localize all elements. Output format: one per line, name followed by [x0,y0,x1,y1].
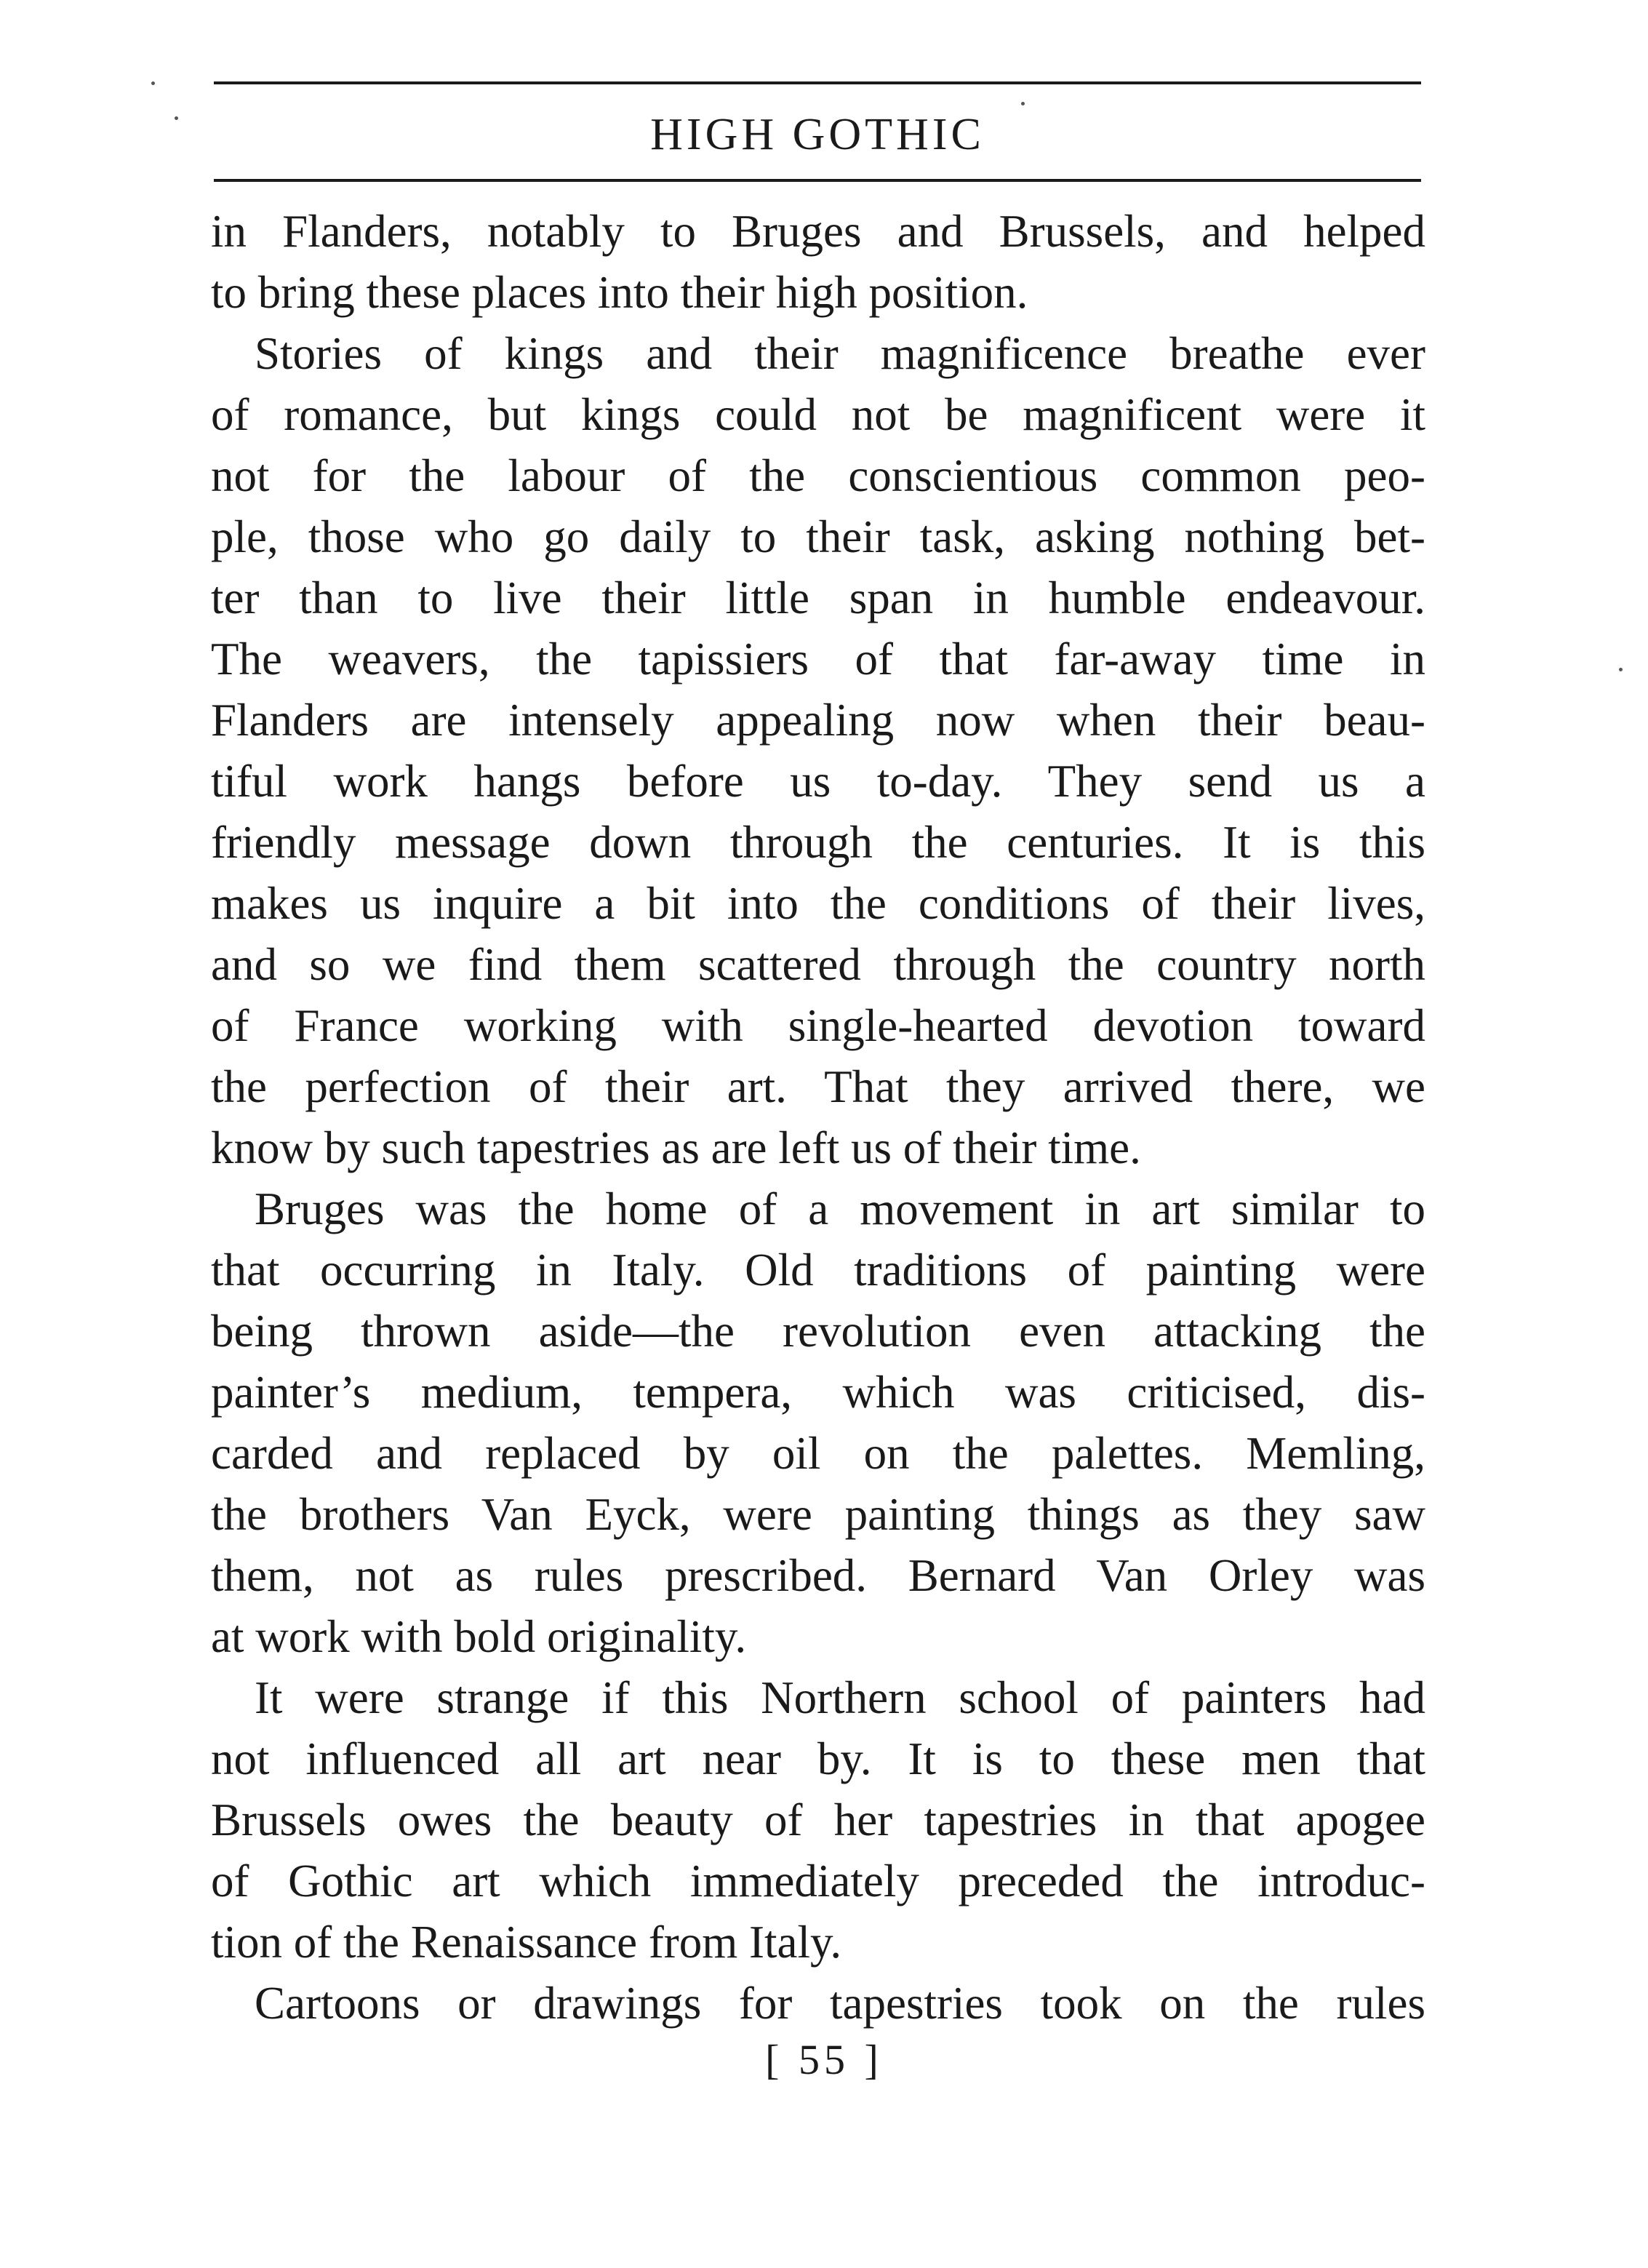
text-line: ter than to live their little span in humble endeavour. [211,572,1425,623]
header-rule-bottom [214,179,1421,182]
page-number: [ 55 ] [765,2036,883,2083]
body-text [211,201,1425,2034]
text-line: not influenced all art near by. It is to these men that [211,1733,1425,1784]
text-line: friendly message down through the centuries. It is this [211,817,1425,868]
text-line: of Gothic art which immediately preceded the introduc- [211,1856,1425,1906]
running-title: HIGH GOTHIC [650,110,985,159]
text-line: It were strange if this Northern school of painters had [255,1672,1425,1723]
paper-speck [175,116,178,120]
text-line: ple, those who go daily to their task, asking nothing bet- [211,511,1425,562]
text-line: makes us inquire a bit into the conditions of their lives, [211,878,1425,929]
text-line: Bruges was the home of a movement in art similar to [255,1183,1425,1234]
text-line: Stories of kings and their magnificence breathe ever [255,328,1425,379]
text-line: that occurring in Italy. Old traditions of painting were [211,1245,1425,1295]
paragraph-3 [211,1178,1425,1667]
text-line: Brussels owes the beauty of her tapestries in that apogee [211,1794,1425,1845]
text-line: at work with bold originality. [211,1611,747,1662]
text-line: and so we find them scattered through the country north [211,939,1425,990]
text-line: tion of the Renaissance from Italy. [211,1917,842,1968]
paragraph-5 [211,1973,1425,2034]
text-line: in Flanders, notably to Bruges and Brussels, and helped [211,206,1425,257]
text-line: Cartoons or drawings for tapestries took on the rules [255,1978,1425,2029]
text-line: of romance, but kings could not be magnificent were it [211,389,1425,440]
text-line: carded and replaced by oil on the palettes. Memling, [211,1428,1425,1479]
paragraph-4 [211,1667,1425,1973]
paragraph-2 [211,323,1425,1178]
text-line: not for the labour of the conscientious common peo- [211,450,1425,501]
text-line: Flanders are intensely appealing now when their beau- [211,695,1425,746]
text-line: tiful work hangs before us to-day. They send us a [211,756,1425,807]
text-line: The weavers, the tapissiers of that far-away time in [211,634,1425,684]
header-rule-top [214,81,1421,84]
text-line: them, not as rules prescribed. Bernard Van Orley was [211,1550,1425,1601]
text-line: to bring these places into their high position. [211,267,1028,318]
text-line: painter’s medium, tempera, which was criticised, dis- [211,1367,1425,1418]
text-line: being thrown aside—the revolution even attacking the [211,1306,1425,1357]
text-line: the perfection of their art. That they arrived there, we [211,1061,1425,1112]
text-line: the brothers Van Eyck, were painting things as they saw [211,1489,1425,1540]
paper-speck [151,81,155,85]
paper-speck [1619,668,1623,671]
paper-speck [1021,102,1025,105]
paragraph-1 [211,201,1425,323]
text-line: of France working with single-hearted devotion toward [211,1000,1425,1051]
text-line: know by such tapestries as are left us of their time. [211,1122,1141,1173]
